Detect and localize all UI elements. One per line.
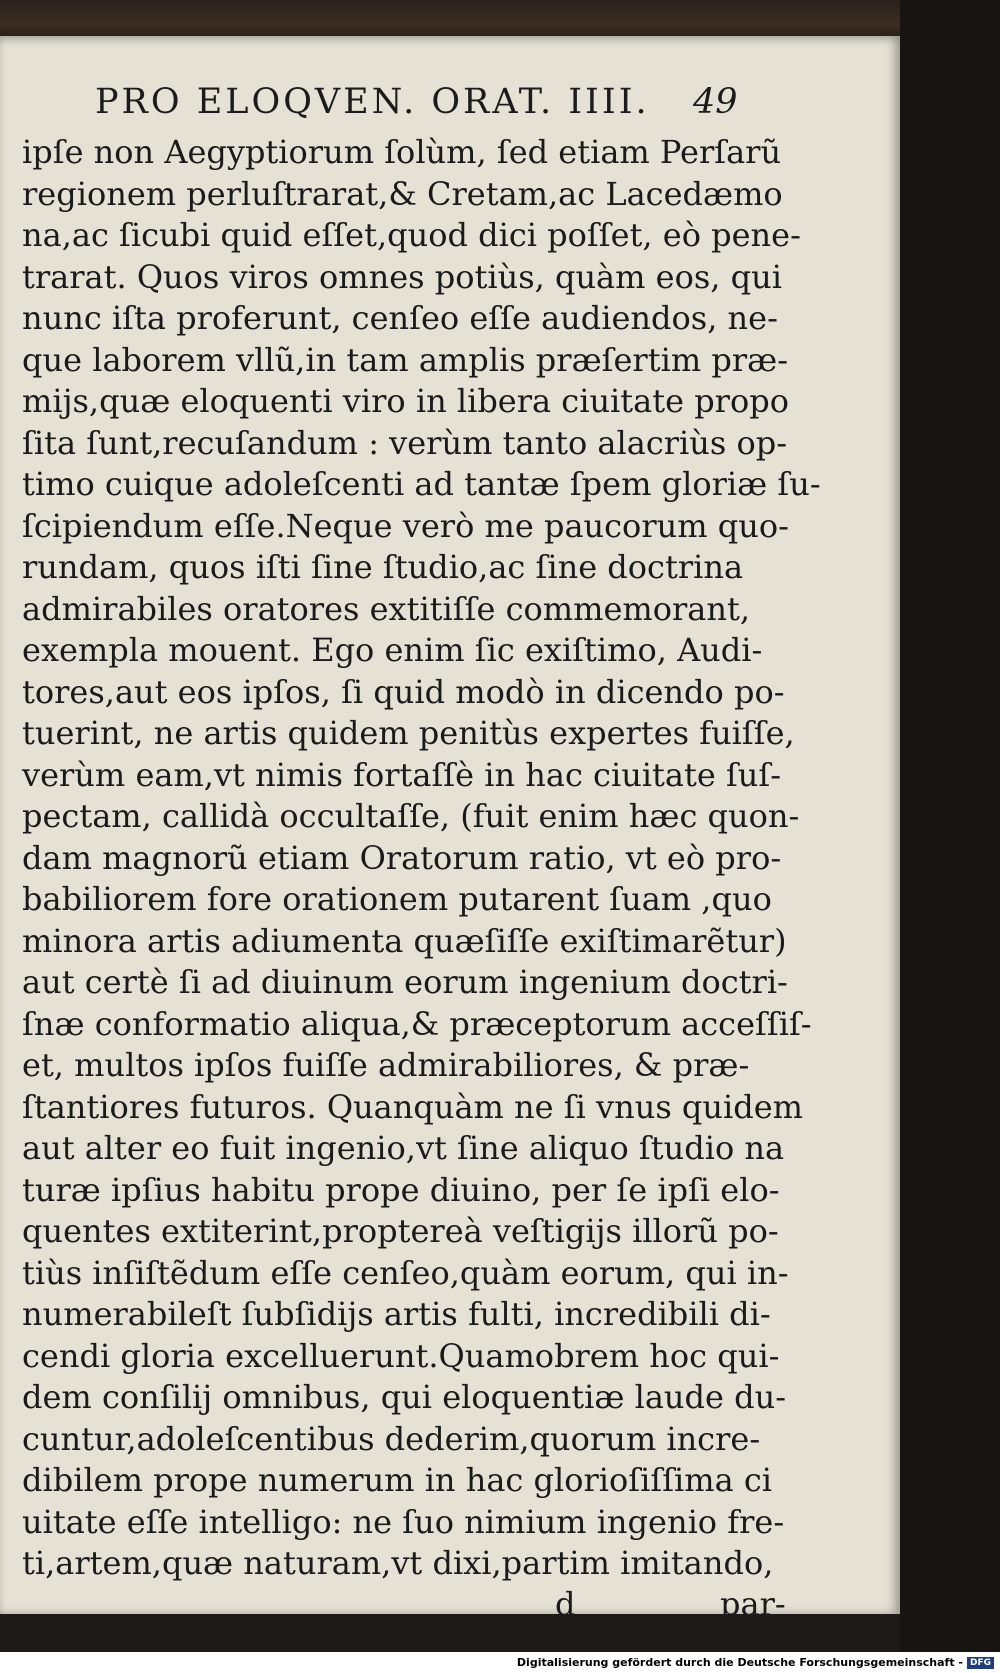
text-line: ſnæ conformatio aliqua,& præceptorum acceſſiſ- [22,1004,812,1043]
page-number: 49 [693,82,738,122]
text-line: tores,aut eos ipſos, ſi quid modò in dicendo po- [22,672,785,711]
text-line: pectam, callidà occultaſſe, (fuit enim hæc quon- [22,797,800,835]
text-line: aut alter eo fuit ingenio,vt ſine aliquo ſtudio na [22,1129,785,1167]
text-line: numerabileſt ſubſidijs artis fulti, incredibili di- [22,1295,771,1333]
body-text [22,132,821,1585]
text-line: que laborem vllũ,in tam amplis præſertim præ- [22,340,788,379]
text-line: cuntur,adoleſcentibus dederim,quorum incre- [22,1419,761,1458]
text-line: babiliorem fore orationem putarent ſuam ,quo [22,880,772,918]
text-line: exempla mouent. Ego enim ſic exiſtimo, Audi- [22,631,763,669]
text-line: dibilem prope numerum in hac glorioſiſſima ci [22,1461,773,1499]
text-line: turæ ipſius habitu prope diuino, per ſe ipſi elo- [22,1170,780,1209]
running-title: PRO ELOQVEN. ORAT. IIII. [95,82,650,122]
scan-background [900,0,1000,1652]
text-line: ſtantiores futuros. Quanquàm ne ſi vnus quidem [22,1087,803,1126]
text-line: ſcipiendum eſſe.Neque verò me paucorum quo- [22,506,789,545]
text-line: ti,artem,quæ naturam,vt dixi,partim imitando, [22,1544,774,1582]
signature-mark: d [555,1585,576,1623]
text-line: na,ac ſicubi quid eſſet,quod dici poſſet, eò pene- [22,216,801,254]
text-line: trarat. Quos viros omnes potiùs, quàm eos, qui [22,257,782,296]
text-line: tuerint, ne artis quidem penitùs expertes fuiſſe, [22,714,795,752]
text-line: timo cuique adoleſcenti ad tantæ ſpem gloriæ ſu- [22,465,821,503]
text-line: aut certè ſi ad diuinum eorum ingenium doctri- [22,963,788,1001]
text-line: verùm eam,vt nimis fortaſſè in hac ciuitate ſuſ- [22,755,782,794]
text-line: dam magnorũ etiam Oratorum ratio, vt eò pro- [22,838,782,877]
text-line: tiùs inſiſtẽdum eſſe cenſeo,quàm eorum, qui in- [22,1253,789,1292]
text-line: admirabiles oratores extitiſſe commemorant, [22,589,750,628]
text-line: nunc iſta proferunt, cenſeo eſſe audiendos, ne- [22,299,778,337]
text-line: rundam, quos iſti ſine ſtudio,ac ſine doctrina [22,548,744,586]
text-line: cendi gloria excelluerunt.Quamobrem hoc qui- [22,1336,780,1375]
dfg-logo-icon: DFG [967,1657,994,1669]
digitization-footer [0,1652,1000,1673]
text-line: ipſe non Aegyptiorum ſolùm, ſed etiam Perſarũ [22,133,782,171]
text-line: ſita ſunt,recuſandum : verùm tanto alacriùs op- [22,423,788,462]
text-line: regionem perluſtrarat,& Cretam,ac Lacedæmo [22,174,783,213]
text-line: dem conſilij omnibus, qui eloquentiæ laude du- [22,1378,787,1416]
text-line: minora artis adiumenta quæſiſſe exiſtimarẽtur) [22,921,787,960]
text-line: quentes extiterint,proptereà veſtigijs illorũ po- [22,1212,779,1250]
text-line: et, multos ipſos fuiſſe admirabiliores, & præ- [22,1046,750,1084]
text-line: mijs,quæ eloquenti viro in libera ciuitate propo [22,382,789,420]
catchword: par- [720,1585,786,1623]
digitization-credit: Digitalisierung gefördert durch die Deutsche Forschungsgemeinschaft - [516,1656,963,1669]
text-line: uitate eſſe intelligo: ne ſuo nimium ingenio fre- [22,1502,785,1541]
